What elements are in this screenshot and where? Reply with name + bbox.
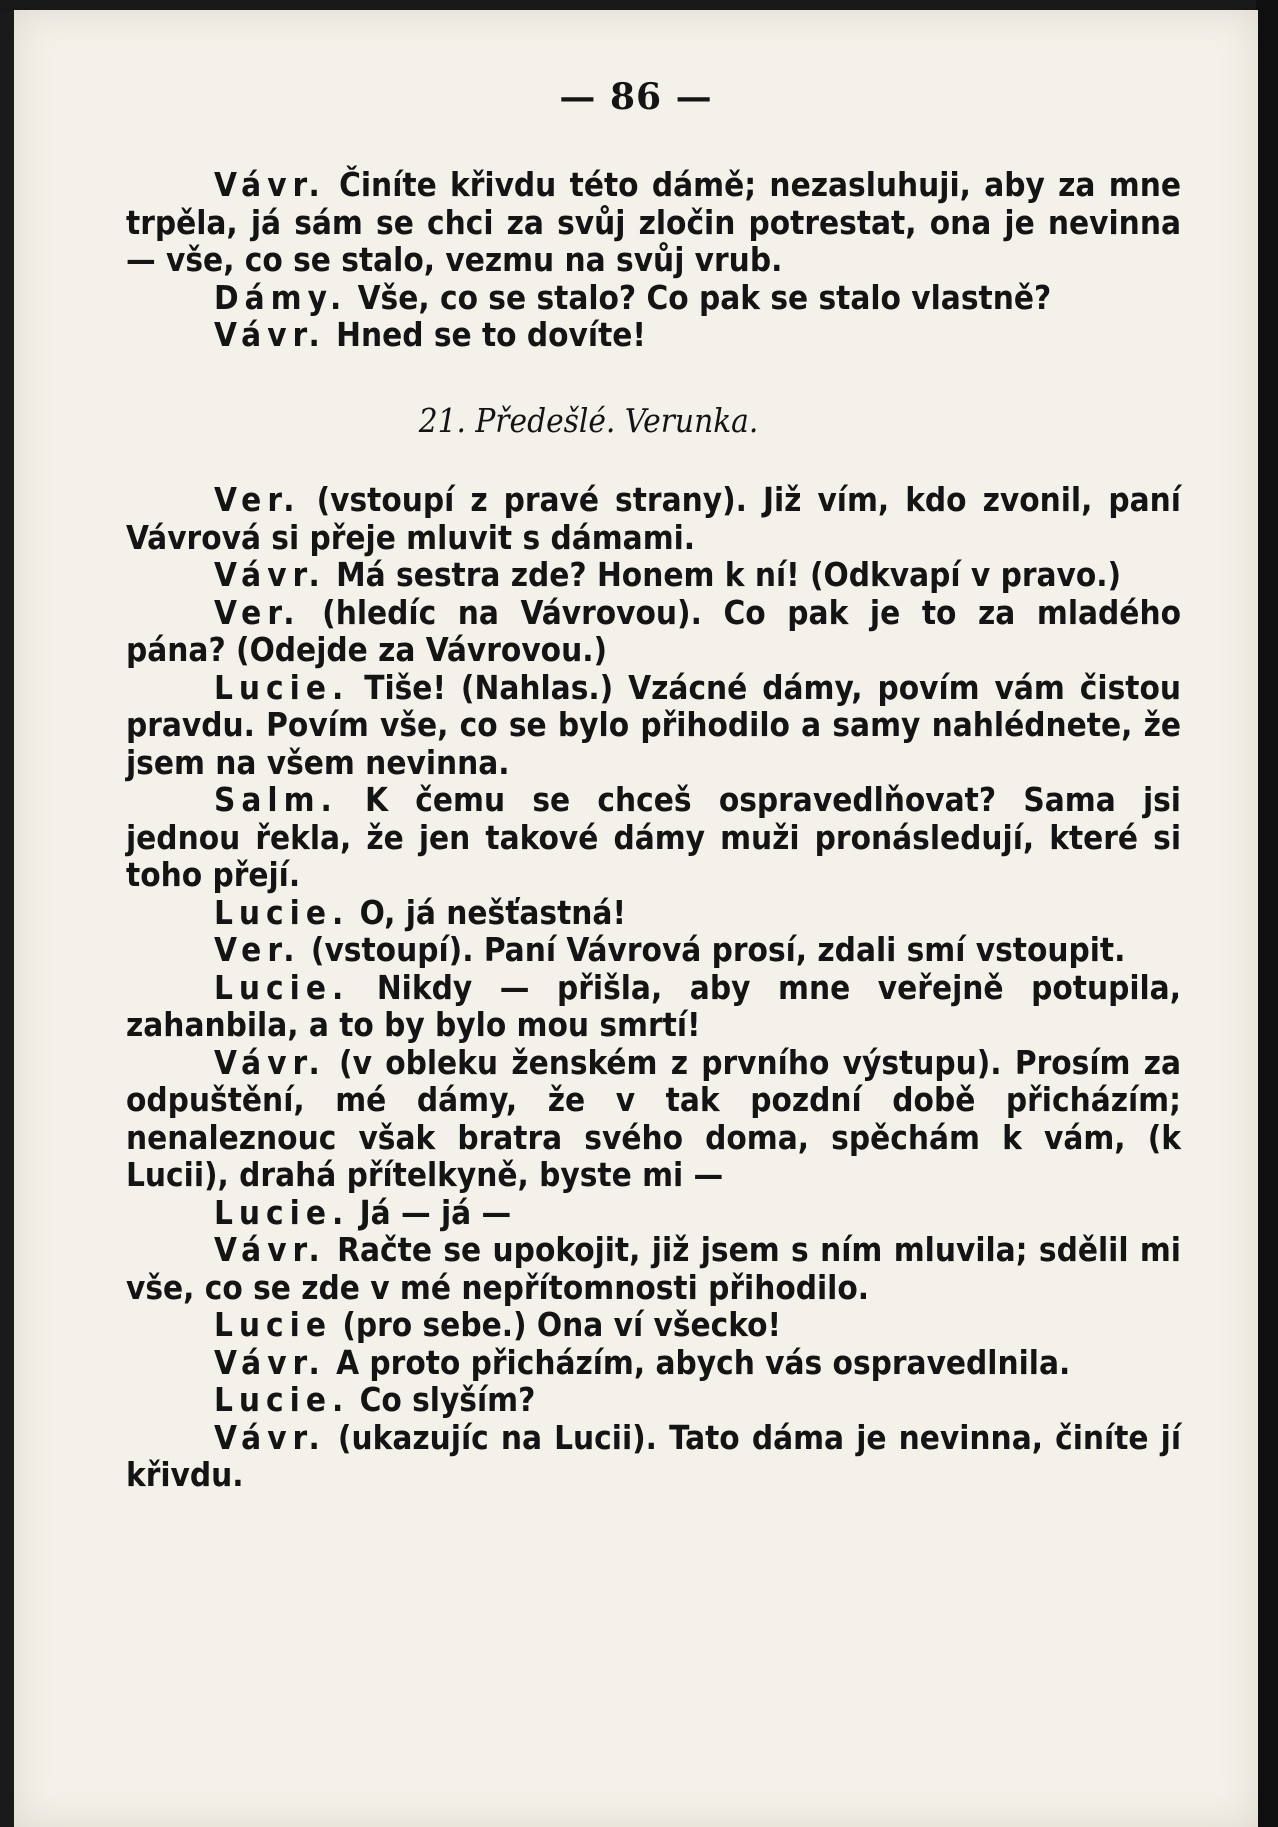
dialogue-paragraph [126,669,1181,782]
speaker-name: Lucie. [214,1192,350,1232]
speaker-name: Lucie. [214,967,350,1007]
dialogue-paragraph [126,316,1181,354]
dialogue-text: (pro sebe.) Ona ví všecko! [342,1305,782,1344]
speaker-name: Lucie. [214,892,350,932]
dialogue-text: Činíte křivdu této dámě; nezasluhuji, aby za mne trpěla, já sám se chci za svůj zločin potrestat, ona je nevinna — vše, co se stalo, vezmu na svůj vrub. [126,165,1181,279]
scene-heading: 21. Předešlé. Verunka. [418,400,759,440]
dialogue-text: Vše, co se stalo? Co pak se stalo vlastně? [357,277,1052,317]
speaker-name: Vávr. [214,1417,326,1457]
dialogue-text: Má sestra zde? Honem k ní! (Odkvapí v pravo.) [336,555,1122,594]
speaker-name: Vávr. [214,315,326,354]
dialogue-paragraph [126,781,1181,894]
dialogue-text: Račte se upokojit, již jsem s ním mluvila; sdělil mi vše, co se zde v mé nepřítomnosti přihodilo. [126,1230,1181,1307]
dialogue-paragraph [126,1419,1181,1494]
page-text [126,166,1181,1494]
dialogue-paragraph [126,969,1181,1044]
dialogue-paragraph [126,556,1181,594]
dialogue-paragraph [126,894,1181,932]
dialogue-text: Co slyším? [359,1380,536,1419]
dialogue-paragraph [126,931,1181,969]
dialogue-text: (vstoupí z pravé strany). Již vím, kdo zvonil, paní Vávrová si přeje mluvit s dámami. [126,480,1181,557]
dialogue-text: Nikdy — přišla, aby mne veřejně potupila, zahanbila, a to by bylo mou smrtí! [126,967,1181,1044]
dialogue-paragraph [126,1344,1181,1382]
speaker-name: Salm. [214,780,338,819]
speaker-name: Ver. [214,930,301,969]
dialogue-text: (v obleku ženském z prvního výstupu). Prosím za odpuštění, mé dámy, že v tak pozdní době přicházím; nenaleznouc však bratra svého doma, spěchám k vám, (k Lucii), drahá přítelkyně, byste mi — [126,1042,1181,1194]
dialogue-paragraph [126,166,1181,279]
dialogue-paragraph [126,594,1181,669]
dialogue-paragraph [126,1044,1181,1194]
speaker-name: Vávr. [214,555,326,594]
dialogue-paragraph [126,1231,1181,1306]
speaker-name: Ver. [214,592,301,632]
scan-right-edge [1256,0,1278,1827]
dialogue-paragraph [126,1306,1181,1344]
speaker-name: Vávr. [214,1042,326,1082]
dialogue-paragraph [126,1194,1181,1232]
speaker-name: Ver. [214,480,301,519]
speaker-name: Lucie. [214,1380,350,1419]
speaker-name: Lucie. [214,667,350,707]
speaker-name: Vávr. [214,165,326,204]
dialogue-text: (vstoupí). Paní Vávrová prosí, zdali smí vstoupit. [310,930,1126,969]
dialogue-paragraph [126,1381,1181,1419]
dialogue-paragraph [126,279,1181,317]
dialogue-text: (hledíc na Vávrovou). Co pak je to za mladého pána? (Odejde za Vávrovou.) [126,592,1181,669]
dialogue-text: Já — já — [359,1192,512,1232]
book-page [14,10,1258,1827]
speaker-name: Dámy. [214,277,348,317]
page-number: — 86 — [559,76,713,118]
speaker-name: Lucie [214,1305,332,1344]
dialogue-text: Hned se to dovíte! [336,315,646,354]
speaker-name: Vávr. [214,1342,326,1382]
dialogue-paragraph [126,481,1181,556]
dialogue-text: Tiše! (Nahlas.) Vzácné dámy, povím vám čistou pravdu. Povím vše, co se bylo přihodilo a samy nahlédnete, že jsem na všem nevinna. [126,667,1181,782]
dialogue-text: (ukazujíc na Lucii). Tato dáma je nevinna, činíte jí křivdu. [126,1417,1181,1494]
dialogue-text: A proto přicházím, abych vás ospravedlnila. [336,1342,1071,1382]
speaker-name: Vávr. [214,1230,326,1269]
dialogue-text: O, já nešťastná! [359,892,626,932]
dialogue-text: K čemu se chceš ospravedlňovat? Sama jsi jednou řekla, že jen takové dámy muži pronásledují, které si toho přejí. [126,780,1181,894]
